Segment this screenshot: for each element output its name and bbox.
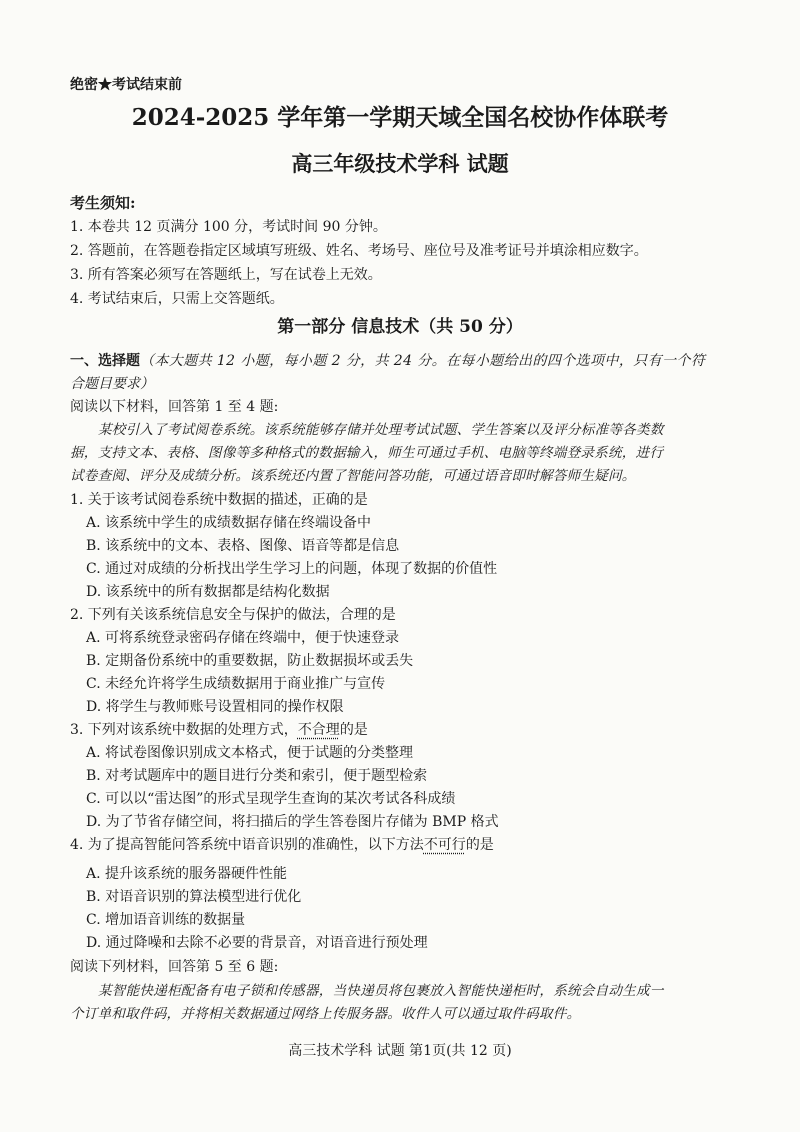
section-header	[70, 350, 705, 372]
question-option: C. 未经允许将学生成绩数据用于商业推广与宣传	[86, 676, 386, 692]
question-option: A. 提升该系统的服务器硬件性能	[86, 866, 288, 882]
stem-text: 的是	[339, 722, 368, 738]
material-line: 据，支持文本、表格、图像等多种格式的数据输入，师生可通过手机、电脑等终端登录系统，进行	[70, 445, 664, 461]
question-option: C. 通过对成绩的分析找出学生学习上的问题，体现了数据的价值性	[86, 561, 498, 577]
notice-item: 3. 所有答案必须写在答题纸上，写在试卷上无效。	[70, 267, 382, 283]
question-option: D. 该系统中的所有数据都是结构化数据	[86, 584, 330, 600]
notice-item: 2. 答题前，在答题卷指定区域填写班级、姓名、考场号、座位号及准考证号并填涂相应数字。	[70, 243, 648, 259]
question-option: D. 将学生与教师账号设置相同的操作权限	[86, 699, 344, 715]
page-footer: 高三技术学科 试题 第1页(共 12 页)	[288, 1043, 512, 1059]
question-option: A. 该系统中学生的成绩数据存储在终端设备中	[86, 515, 372, 531]
question-stem: 2. 下列有关该系统信息安全与保护的做法，合理的是	[70, 607, 396, 623]
question-option: C. 增加语音训练的数据量	[86, 912, 246, 928]
question-option: D. 为了节省存储空间，将扫描后的学生答卷图片存储为 BMP 格式	[86, 814, 499, 830]
part-title: 第一部分 信息技术（共 50 分）	[277, 317, 523, 337]
question-option: B. 该系统中的文本、表格、图像、语音等都是信息	[86, 538, 400, 554]
question-option: D. 通过降噪和去除不必要的背景音，对语音进行预处理	[86, 935, 428, 951]
material-line: 试卷查阅、评分及成绩分析。该系统还内置了智能问答功能，可通过语音即时解答师生疑问。	[70, 468, 636, 484]
question-stem: 1. 关于该考试阅卷系统中数据的描述，正确的是	[70, 492, 368, 508]
section-desc-cont: 合题目要求）	[70, 376, 154, 392]
notice-heading: 考生须知:	[70, 194, 136, 212]
stem-emphasis: 不合理	[297, 722, 340, 738]
section-desc: （本大题共 12 小题，每小题 2 分，共 24 分。在每小题给出的四个选项中，只有一个符	[140, 353, 706, 369]
question-option: A. 将试卷图像识别成文本格式，便于试题的分类整理	[86, 745, 414, 761]
question-option: B. 定期备份系统中的重要数据，防止数据损坏或丢失	[86, 653, 414, 669]
question-stem	[70, 719, 368, 741]
question-stem	[70, 834, 494, 856]
section-label: 一、选择题	[70, 353, 140, 369]
stem-text: 的是	[465, 837, 494, 853]
stem-emphasis: 不可行	[423, 837, 466, 853]
exam-title: 2024-2025 学年第一学期天域全国名校协作体联考	[131, 104, 669, 131]
stem-text: 4. 为了提高智能问答系统中语音识别的准确性，以下方法	[70, 837, 424, 853]
material-line: 个订单和取件码，并将相关数据通过网络上传服务器。收件人可以通过取件码取件。	[70, 1006, 581, 1022]
question-option: C. 可以以“雷达图”的形式呈现学生查询的某次考试各科成绩	[86, 791, 456, 807]
material-line: 某智能快递柜配备有电子锁和传感器，当快递员将包裹放入智能快递柜时，系统会自动生成一	[98, 983, 664, 999]
material-intro: 阅读下列材料，回答第 5 至 6 题:	[70, 959, 279, 975]
material-intro: 阅读以下材料，回答第 1 至 4 题:	[70, 399, 279, 415]
notice-item: 4. 考试结束后，只需上交答题纸。	[70, 291, 284, 307]
exam-subtitle: 高三年级技术学科 试题	[291, 151, 509, 176]
material-line: 某校引入了考试阅卷系统。该系统能够存储并处理考试试题、学生答案以及评分标准等各类数	[98, 422, 664, 438]
question-option: B. 对考试题库中的题目进行分类和索引，便于题型检索	[86, 768, 428, 784]
notice-item: 1. 本卷共 12 页满分 100 分，考试时间 90 分钟。	[70, 219, 387, 235]
question-option: B. 对语音识别的算法模型进行优化	[86, 889, 302, 905]
confidential-label: 绝密★考试结束前	[70, 77, 182, 93]
stem-text: 3. 下列对该系统中数据的处理方式，	[70, 722, 298, 738]
question-option: A. 可将系统登录密码存储在终端中，便于快速登录	[86, 630, 400, 646]
